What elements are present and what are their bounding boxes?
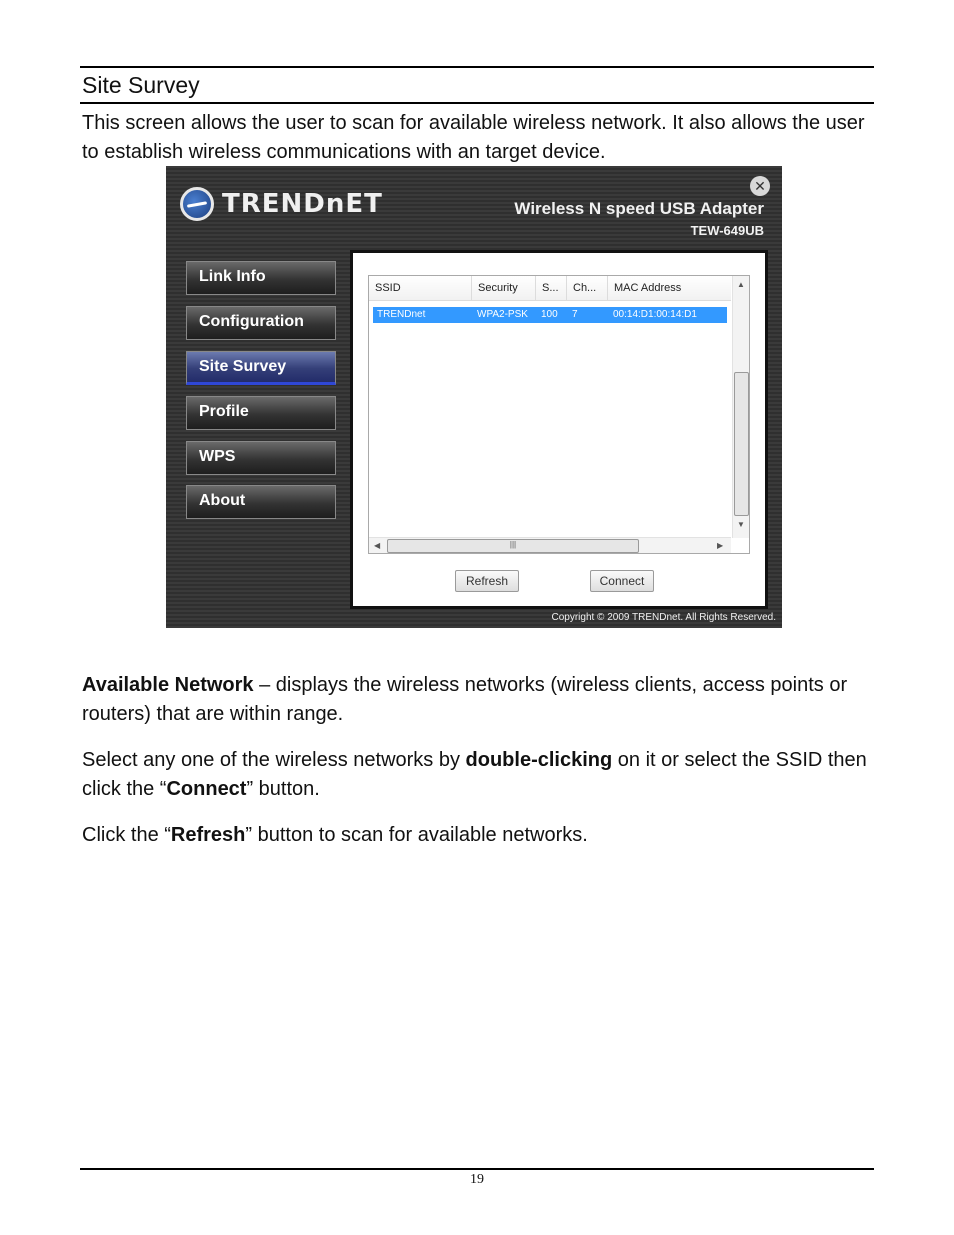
- cell-security: WPA2-PSK: [477, 309, 528, 320]
- column-security[interactable]: Security: [472, 276, 536, 300]
- term-refresh: Refresh: [170, 824, 246, 846]
- app-window: [166, 166, 782, 628]
- cell-signal: 100: [541, 309, 558, 320]
- network-list-header: [369, 276, 731, 301]
- product-title: Wireless N speed USB Adapter: [514, 199, 764, 218]
- nav-about[interactable]: About: [186, 485, 336, 519]
- select-text-c: ” button.: [246, 778, 320, 800]
- cell-ssid: TRENDnet: [377, 309, 426, 320]
- nav-site-survey[interactable]: Site Survey: [186, 351, 336, 385]
- intro-paragraph: This screen allows the user to scan for available wireless network. It also allows the user to establish wireless communications with an target device.: [82, 112, 865, 163]
- title-underline: [80, 102, 874, 104]
- refresh-button[interactable]: Refresh: [455, 570, 519, 592]
- connect-button[interactable]: Connect: [590, 570, 654, 592]
- site-survey-panel: [350, 250, 768, 609]
- table-row[interactable]: [373, 307, 727, 323]
- trendnet-logo-icon: [180, 187, 214, 221]
- refresh-text-b: ” button to scan for available networks.: [245, 824, 588, 846]
- column-signal[interactable]: S...: [536, 276, 567, 300]
- horizontal-scrollbar[interactable]: [369, 537, 731, 553]
- section-title: Site Survey: [82, 72, 200, 98]
- brand-name: TRENDnET: [222, 189, 383, 219]
- nav-link-info[interactable]: Link Info: [186, 261, 336, 295]
- vertical-scroll-thumb[interactable]: [734, 372, 749, 516]
- select-text-a: Select any one of the wireless networks by: [82, 749, 466, 771]
- nav-wps[interactable]: WPS: [186, 441, 336, 475]
- scroll-up-icon[interactable]: ▲: [737, 280, 745, 289]
- term-available-network: Available Network: [82, 674, 254, 696]
- brand-logo-block: [180, 184, 383, 224]
- copyright-text: Copyright © 2009 TRENDnet. All Rights Reserved.: [551, 612, 776, 623]
- nav-profile[interactable]: Profile: [186, 396, 336, 430]
- select-text-b: on it or select the SSID then click the “: [82, 749, 867, 800]
- cell-channel: 7: [572, 309, 578, 320]
- product-model: TEW-649UB: [690, 223, 764, 238]
- close-icon[interactable]: ✕: [750, 176, 770, 196]
- network-list[interactable]: [368, 275, 750, 554]
- top-rule: [80, 66, 874, 68]
- available-network-description: – displays the wireless networks (wireless clients, access points or routers) that are within range.: [82, 674, 848, 725]
- available-network-paragraph: [82, 671, 874, 729]
- cell-mac-address: 00:14:D1:00:14:D1: [613, 309, 697, 320]
- column-channel[interactable]: Ch...: [567, 276, 608, 300]
- scroll-down-icon[interactable]: ▼: [737, 520, 745, 529]
- select-network-paragraph: [82, 746, 874, 804]
- column-ssid[interactable]: SSID: [369, 276, 472, 300]
- horizontal-scroll-thumb[interactable]: |||: [387, 539, 639, 553]
- column-mac-address[interactable]: MAC Address: [614, 282, 682, 294]
- scroll-left-icon[interactable]: ◀: [374, 541, 381, 550]
- term-connect: Connect: [166, 778, 247, 800]
- page-number: 19: [470, 1172, 484, 1187]
- refresh-text-a: Click the “: [82, 824, 171, 846]
- term-double-clicking: double-clicking: [465, 749, 613, 771]
- refresh-paragraph: [82, 821, 874, 850]
- scroll-right-icon[interactable]: ▶: [717, 541, 724, 550]
- vertical-scrollbar[interactable]: [732, 276, 749, 538]
- nav-configuration[interactable]: Configuration: [186, 306, 336, 340]
- footer-rule: [80, 1168, 874, 1170]
